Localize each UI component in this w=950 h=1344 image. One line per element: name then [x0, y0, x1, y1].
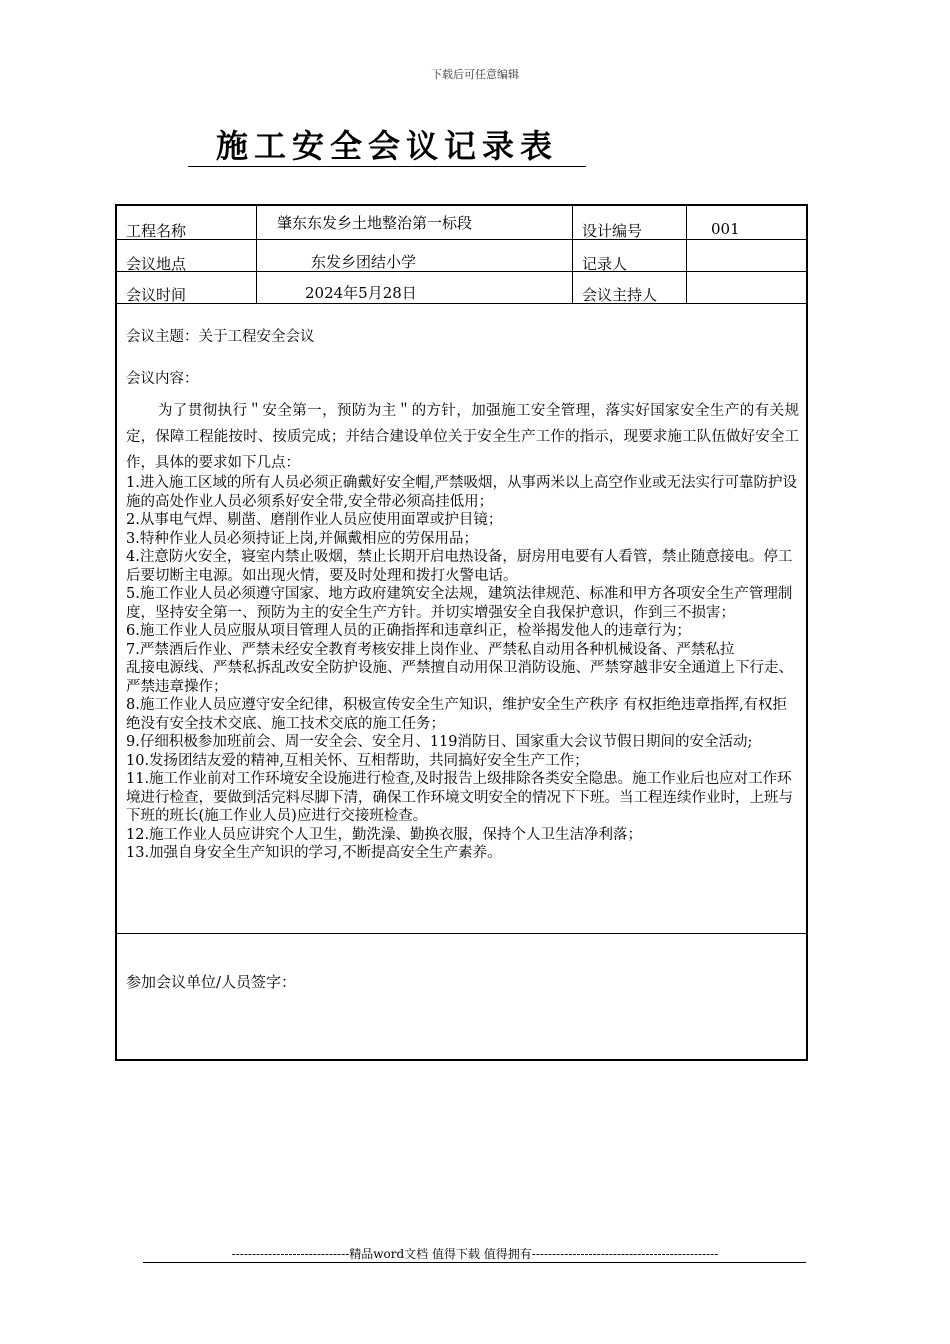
list-item: 10.发扬团结友爱的精神,互相关怀、互相帮助，共同搞好安全生产工作； — [126, 752, 589, 769]
project-name-value: 肇东东发乡土地整治第一标段 — [277, 214, 473, 232]
design-no-label-cell — [573, 206, 687, 240]
list-item: 9.仔细积极参加班前会、周一安全会、安全月、119消防日、国家重大会议节假日期间的安全活动; — [126, 734, 753, 750]
list-item: 8.施工作业人员应遵守安全纪律，积极宣传安全生产知识，维护安全生产秩序 有权拒绝违章指挥,有权拒绝没有安全技术交底、施工技术交底的施工任务； — [126, 697, 788, 732]
list-item: 2.从事电气焊、剔凿、磨削作业人员应使用面罩或护目镜； — [126, 512, 503, 528]
recorder-value-cell[interactable] — [687, 240, 808, 272]
list-item: 13.加强自身安全生产知识的学习,不断提高安全生产素养。 — [126, 845, 502, 861]
location-label: 会议地点 — [126, 255, 187, 272]
header-note: 下载后可任意编辑 — [431, 68, 519, 81]
project-name-label-cell — [117, 206, 257, 240]
design-no-label: 设计编号 — [582, 222, 643, 240]
recorder-label-cell — [573, 240, 687, 272]
project-name-value-cell[interactable] — [257, 206, 573, 240]
footer-divider — [143, 1262, 806, 1263]
meeting-record-form — [115, 204, 808, 1061]
recorder-label: 记录人 — [582, 255, 628, 272]
location-label-cell — [117, 240, 257, 272]
requirements-list — [126, 474, 800, 863]
list-item: 5.施工作业人员必须遵守国家、地方政府建筑安全法规，建筑法律规范、标准和甲方各项安全生产管理制度，坚持安全第一、预防为主的安全生产方针。并切实增强安全自我保护意识，作到三不损害； — [126, 586, 793, 621]
list-item: 1.进入施工区域的所有人员必须正确戴好安全帽,严禁吸烟，从事两米以上高空作业或无法实行可靠防护设施的高处作业人员必须系好安全带,安全带必须高挂低用； — [126, 475, 797, 510]
time-value-cell[interactable] — [257, 272, 573, 304]
host-label: 会议主持人 — [582, 286, 658, 304]
location-value-cell[interactable] — [257, 240, 573, 272]
host-label-cell — [573, 272, 687, 304]
location-value: 东发乡团结小学 — [311, 253, 417, 271]
design-no-value-cell[interactable] — [687, 206, 808, 240]
list-item: 7.严禁酒后作业、严禁未经安全教育考核安排上岗作业、严禁私自动用各种机械设备、严禁私拉 — [126, 641, 735, 658]
page-title: 施工安全会议记录表 — [188, 126, 586, 167]
list-item: 3.特种作业人员必须持证上岗,并佩戴相应的劳保用品； — [126, 530, 478, 547]
time-label: 会议时间 — [126, 286, 187, 304]
page-footer: -----------------------------精品word文档 值得下载 值得拥有---------------------------------------------- — [231, 1247, 719, 1261]
time-label-cell — [117, 272, 257, 304]
meeting-content-section — [117, 304, 806, 934]
list-item: 12.施工作业人员应讲究个人卫生，勤洗澡、勤换衣服，保持个人卫生洁净利落； — [126, 826, 643, 843]
list-item: 4.注意防火安全，寝室内禁止吸烟，禁止长期开启电热设备，厨房用电要有人看管，禁止随意接电。停工后要切断主电源。如出现火情，要及时处理和拨打火警电话。 — [126, 549, 793, 584]
list-item: 6.施工作业人员应服从项目管理人员的正确指挥和违章纠正，检举揭发他人的违章行为； — [126, 623, 691, 639]
meeting-intro-paragraph: 为了贯彻执行＂安全第一，预防为主＂的方针，加强施工安全管理，落实好国家安全生产的有关规定，保障工程能按时、按质完成；并结合建设单位关于安全生产工作的指示，现要求施工队伍做好安全工作，具体的要求如下几点： — [126, 403, 799, 471]
meeting-content-label: 会议内容： — [126, 371, 199, 387]
list-item: 11.施工作业前对工作环境安全设施进行检查,及时报告上级排除各类安全隐患。施工作业后也应对工作环境进行检查，要做到活完料尽脚下清，确保工作环境文明安全的情况下下班。当工程连续作业时，上班与下班的班长(施工作业人员)应进行交接班检查。 — [126, 771, 793, 824]
time-value: 2024年5月28日 — [305, 284, 417, 302]
meeting-topic: 会议主题：关于工程安全会议 — [126, 329, 315, 345]
project-name-label: 工程名称 — [126, 222, 187, 240]
host-value-cell[interactable] — [687, 272, 808, 304]
signature-label: 参加会议单位/人员签字： — [126, 973, 297, 991]
design-no-value: 001 — [711, 220, 740, 238]
list-item: 乱接电源线、严禁私拆乱改安全防护设施、严禁擅自动用保卫消防设施、严禁穿越非安全通道上下行走、严禁违章操作； — [126, 660, 793, 695]
